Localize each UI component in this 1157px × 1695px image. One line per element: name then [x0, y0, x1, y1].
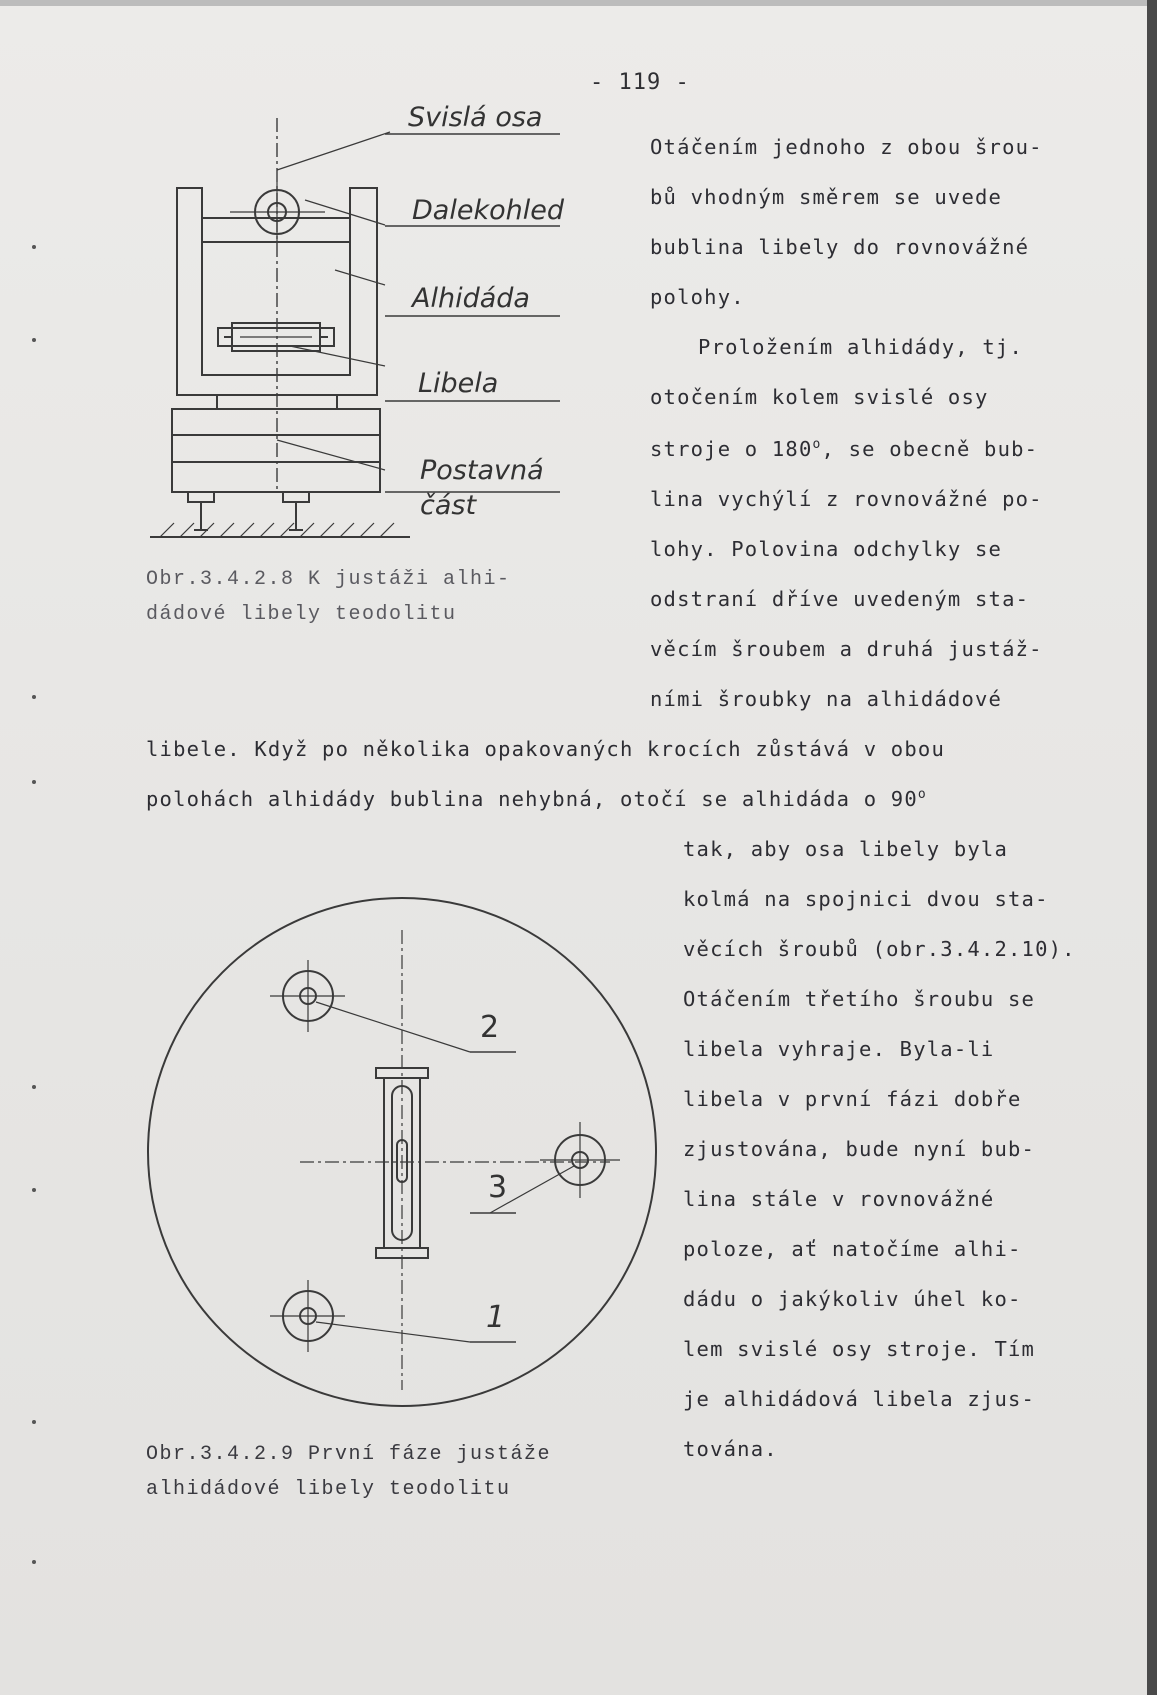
punch-mark: [32, 245, 36, 249]
figure2-caption-line2: alhidádové libely teodolitu: [146, 1478, 511, 1501]
punch-mark: [32, 1560, 36, 1564]
body-line: dádu o jakýkoliv úhel ko-: [683, 1287, 1022, 1311]
body-line: libela vyhraje. Byla-li: [683, 1037, 995, 1061]
body-line: lem svislé osy stroje. Tím: [683, 1337, 1036, 1361]
label-cast: část: [420, 490, 477, 521]
body-line: lohy. Polovina odchylky se: [650, 537, 1003, 561]
body-line: lina vychýlí z rovnovážné po-: [650, 487, 1043, 511]
body-line: polohy.: [650, 285, 745, 309]
page-top-edge: [0, 0, 1157, 6]
label-number-1: 1: [486, 1300, 506, 1335]
figure1-caption-line1: Obr.3.4.2.8 K justáži alhi-: [146, 568, 511, 591]
punch-mark: [32, 1420, 36, 1424]
body-line: věcím šroubem a druhá justáž-: [650, 637, 1043, 661]
page-right-edge: [1147, 0, 1157, 1695]
punch-mark: [32, 780, 36, 784]
body-line: věcích šroubů (obr.3.4.2.10).: [683, 937, 1076, 961]
body-line: polohách alhidády bublina nehybná, otočí se alhidáda o 90$^o$: [146, 787, 927, 811]
figure-circle-level: [140, 890, 660, 1410]
page-number: - 119 -: [590, 70, 690, 95]
punch-mark: [32, 1085, 36, 1089]
body-line: stroje o 180$^o$, se obecně bub-: [650, 437, 1039, 461]
body-line: tak, aby osa libely byla: [683, 837, 1009, 861]
body-line: kolmá na spojnici dvou sta-: [683, 887, 1049, 911]
label-libela: Libela: [418, 368, 499, 399]
body-line: lina stále v rovnovážné: [683, 1187, 995, 1211]
label-alhidada: Alhidáda: [412, 283, 530, 314]
body-line: tována.: [683, 1437, 778, 1461]
body-line: odstraní dříve uvedeným sta-: [650, 587, 1030, 611]
body-line: libele. Když po několika opakovaných krocích zůstává v obou: [146, 737, 945, 761]
body-line: Proložením alhidády, tj.: [698, 335, 1024, 359]
label-svisla-osa: Svislá osa: [408, 102, 543, 133]
label-postavna: Postavná: [420, 455, 544, 486]
label-number-3: 3: [488, 1170, 508, 1205]
body-line: Otáčením třetího šroubu se: [683, 987, 1036, 1011]
punch-mark: [32, 695, 36, 699]
body-line: poloze, ať natočíme alhi-: [683, 1237, 1022, 1261]
figure2-caption-line1: Obr.3.4.2.9 První fáze justáže: [146, 1443, 552, 1466]
label-number-2: 2: [480, 1010, 500, 1045]
body-line: Otáčením jednoho z obou šrou-: [650, 135, 1043, 159]
body-line: bů vhodným směrem se uvede: [650, 185, 1003, 209]
body-line: ními šroubky na alhidádové: [650, 687, 1003, 711]
punch-mark: [32, 338, 36, 342]
body-line: libela v první fázi dobře: [683, 1087, 1022, 1111]
punch-mark: [32, 1188, 36, 1192]
figure1-caption-line2: dádové libely teodolitu: [146, 603, 457, 626]
body-line: zjustována, bude nyní bub-: [683, 1137, 1036, 1161]
body-line: bublina libely do rovnovážné: [650, 235, 1030, 259]
label-dalekohled: Dalekohled: [412, 195, 564, 226]
body-line: otočením kolem svislé osy: [650, 385, 989, 409]
body-line: je alhidádová libela zjus-: [683, 1387, 1036, 1411]
